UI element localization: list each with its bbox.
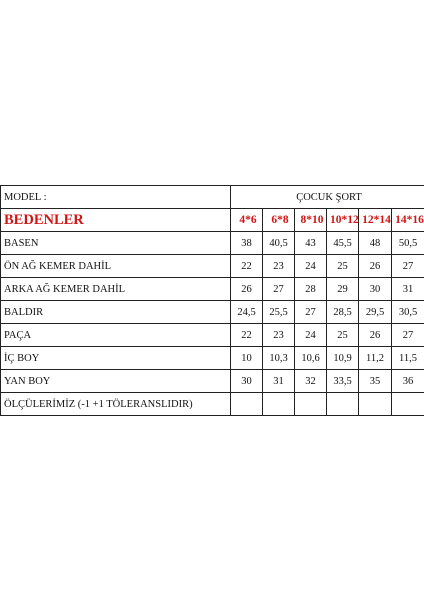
size-header: 14*16	[392, 209, 424, 232]
title-row	[1, 186, 424, 209]
table-cell: 10,3	[263, 347, 295, 370]
table-cell: 27	[392, 255, 424, 278]
row-label: YAN BOY	[1, 370, 231, 393]
size-header: 12*14	[359, 209, 392, 232]
table-cell: 24	[295, 324, 327, 347]
table-cell: 23	[263, 255, 295, 278]
empty-cell	[359, 393, 392, 416]
table-cell: 43	[295, 232, 327, 255]
table-cell: 31	[392, 278, 424, 301]
row-label: PAÇA	[1, 324, 231, 347]
measurement-row-basen	[1, 232, 424, 255]
table-cell: 30,5	[392, 301, 424, 324]
table-cell: 22	[231, 255, 263, 278]
table-cell: 35	[359, 370, 392, 393]
measurement-row-on-ag	[1, 255, 424, 278]
table-cell: 27	[392, 324, 424, 347]
row-label: ARKA AĞ KEMER DAHİL	[1, 278, 231, 301]
size-header: 4*6	[231, 209, 263, 232]
empty-cell	[263, 393, 295, 416]
table-cell: 26	[359, 255, 392, 278]
table-cell: 25	[327, 324, 359, 347]
table-cell: 22	[231, 324, 263, 347]
measurement-row-ic-boy	[1, 347, 424, 370]
table-cell: 28	[295, 278, 327, 301]
table-cell: 45,5	[327, 232, 359, 255]
table-cell: 36	[392, 370, 424, 393]
table-cell: 29	[327, 278, 359, 301]
table-cell: 24,5	[231, 301, 263, 324]
measurement-row-baldir	[1, 301, 424, 324]
row-label: İÇ BOY	[1, 347, 231, 370]
tolerance-note: ÖLÇÜLERİMİZ (-1 +1 TÖLERANSLIDIR)	[1, 393, 231, 416]
table-cell: 25	[327, 255, 359, 278]
footnote-row	[1, 393, 424, 416]
table-cell: 27	[295, 301, 327, 324]
empty-cell	[327, 393, 359, 416]
size-chart-table	[0, 185, 424, 416]
table-cell: 10,6	[295, 347, 327, 370]
table-cell: 38	[231, 232, 263, 255]
table-cell: 25,5	[263, 301, 295, 324]
table-cell: 10,9	[327, 347, 359, 370]
sizes-label: BEDENLER	[1, 209, 231, 232]
measurement-row-arka-ag	[1, 278, 424, 301]
table-cell: 23	[263, 324, 295, 347]
sizes-row	[1, 209, 424, 232]
table-cell: 48	[359, 232, 392, 255]
model-label: MODEL :	[1, 186, 231, 209]
table-cell: 31	[263, 370, 295, 393]
table-cell: 40,5	[263, 232, 295, 255]
empty-cell	[392, 393, 424, 416]
row-label: BASEN	[1, 232, 231, 255]
size-header: 10*12	[327, 209, 359, 232]
table-cell: 29,5	[359, 301, 392, 324]
table-cell: 32	[295, 370, 327, 393]
table-cell: 33,5	[327, 370, 359, 393]
table-cell: 27	[263, 278, 295, 301]
measurement-row-yan-boy	[1, 370, 424, 393]
table-cell: 11,2	[359, 347, 392, 370]
table-cell: 50,5	[392, 232, 424, 255]
row-label: ÖN AĞ KEMER DAHİL	[1, 255, 231, 278]
row-label: BALDIR	[1, 301, 231, 324]
table-cell: 11,5	[392, 347, 424, 370]
size-header: 6*8	[263, 209, 295, 232]
table-cell: 10	[231, 347, 263, 370]
table-cell: 24	[295, 255, 327, 278]
table-cell: 28,5	[327, 301, 359, 324]
empty-cell	[295, 393, 327, 416]
empty-cell	[231, 393, 263, 416]
measurement-row-paca	[1, 324, 424, 347]
product-title: ÇOCUK ŞORT	[231, 186, 424, 209]
table-cell: 30	[359, 278, 392, 301]
table-cell: 30	[231, 370, 263, 393]
size-header: 8*10	[295, 209, 327, 232]
table-cell: 26	[359, 324, 392, 347]
table-cell: 26	[231, 278, 263, 301]
